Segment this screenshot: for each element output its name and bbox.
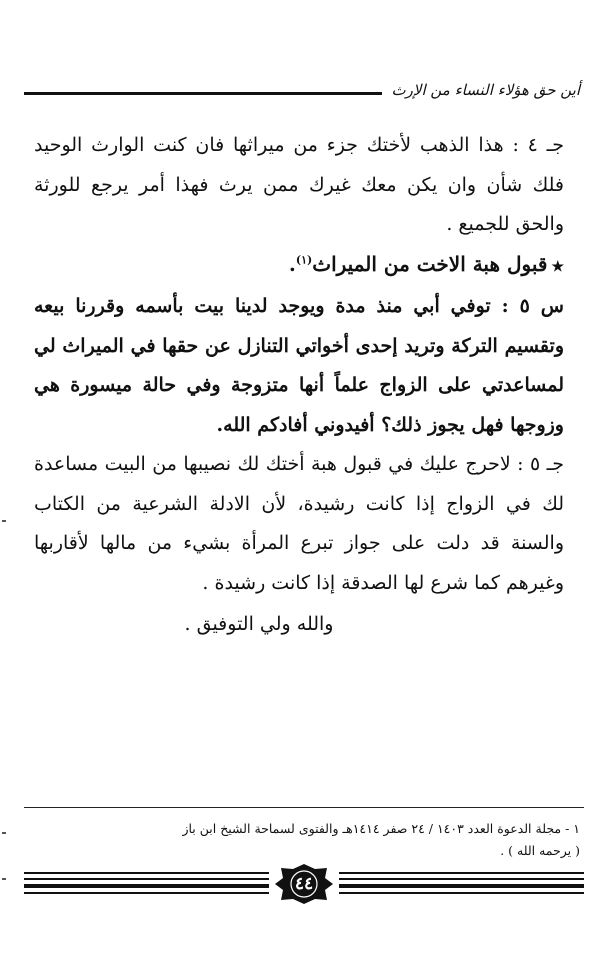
margin-mark (2, 832, 6, 834)
ornament-lines-left (24, 870, 269, 896)
footnote (28, 818, 580, 862)
margin-mark (2, 878, 6, 880)
answer-5-label: جـ ٥ : (517, 453, 564, 475)
running-header (24, 70, 580, 110)
page-number: ٤٤ (294, 874, 314, 894)
answer-5-text: لاحرج عليك في قبول هبة أختك لك نصيبها من البيت مساعدة لك في الزواج إذا كانت رشيدة، لأن الادلة الشرعية من الكتاب والسنة قد دلت على جواز تبرع المرأة بشيء من مالها لأقاربها وغيرهم كما شرع لها الصدقة إذا كانت رشيدة . (34, 453, 564, 594)
question-5-label: س ٥ : (501, 295, 564, 317)
answer-5 (34, 445, 564, 603)
closing-line: والله ولي التوفيق . (184, 613, 334, 635)
star-icon: ★ (551, 258, 564, 275)
answer-4 (34, 126, 564, 245)
margin-mark (2, 520, 6, 522)
main-text (34, 126, 564, 645)
section-heading: ★قبول هبة الاخت من الميراث$^{(١)}$. (288, 251, 564, 276)
answer-4-label: جـ ٤ : (512, 134, 564, 156)
answer-4-text: هذا الذهب لأختك جزء من ميراثها فان كنت الوارث الوحيد فلك شأن وان يكن معك غيرك ممن يرث فهذا أمر يرجع للورثة والحق للجميع . (34, 134, 564, 235)
page-footer-ornament (24, 864, 584, 904)
header-rule (24, 92, 382, 95)
footnote-line-1: ١ - مجلة الدعوة العدد ١٤٠٣ / ٢٤ صفر ١٤١٤هـ والفتوى لسماحة الشيخ ابن باز (182, 821, 580, 836)
footnote-line-2: ( يرحمه الله ) . (500, 843, 580, 858)
ornament-lines-right (339, 870, 584, 896)
footnote-ref: (١) (295, 252, 313, 266)
question-5 (34, 287, 564, 445)
header-title: أين حق هؤلاء النساء من الإرث (391, 81, 580, 99)
question-5-text: توفي أبي منذ مدة ويوجد لدينا بيت بأسمه وقررنا بيعه وتقسيم التركة وتريد إحدى أخواتي التنازل عن حقها في الميراث لي لمساعدتي على الزواج علماً أنها متزوجة وفي حالة ميسورة هي وزوجها فهل يجوز ذلك؟ أفيدوني أفادكم الله. (34, 295, 564, 436)
footnote-divider (24, 807, 584, 808)
page-number-badge (275, 864, 333, 904)
section-title: قبول هبة الاخت من الميراث (312, 251, 548, 276)
